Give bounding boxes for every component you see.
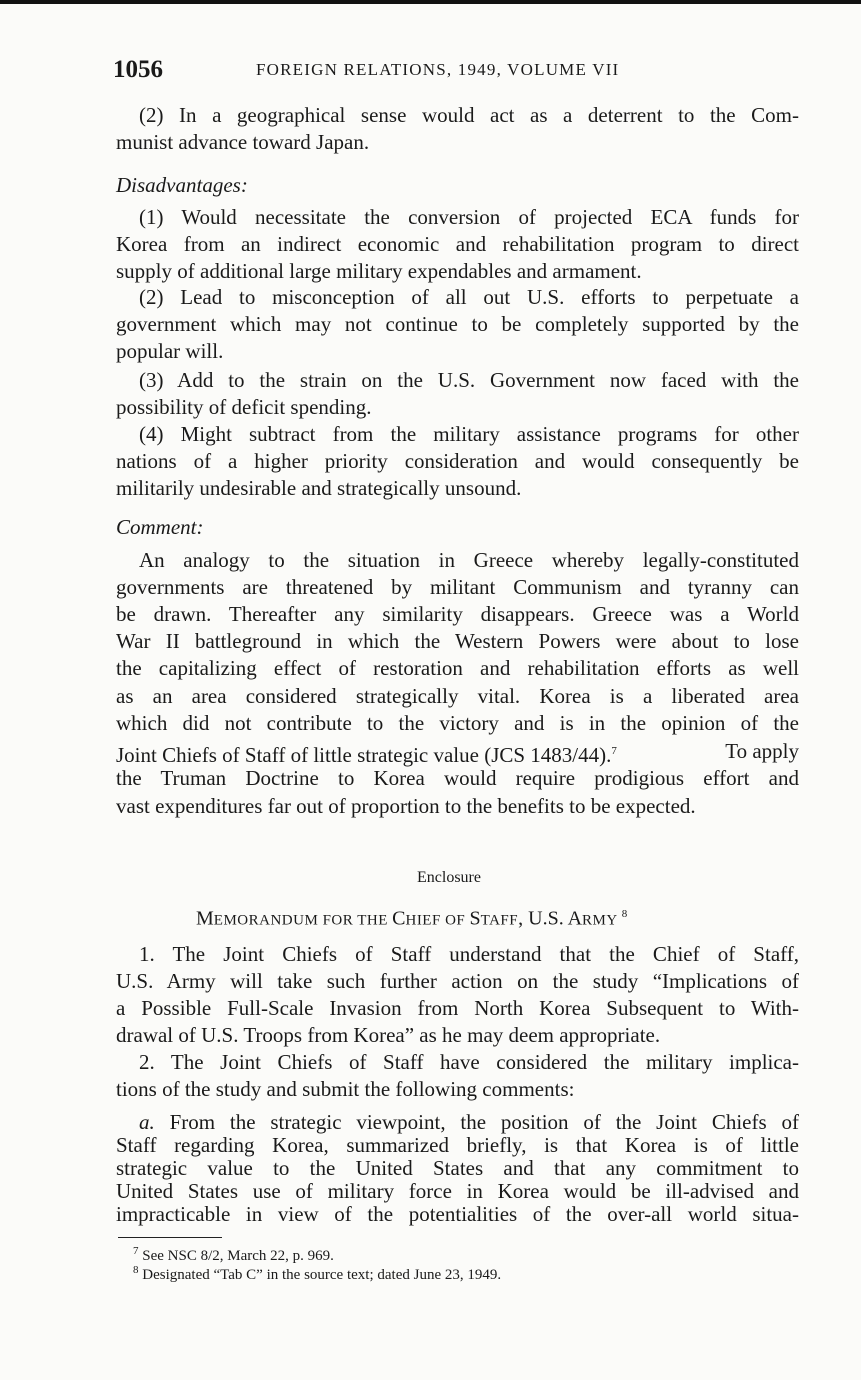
comment-line-6: as an area considered strategically vital. Korea is a liberated area xyxy=(116,684,799,708)
comment-line-9: the Truman Doctrine to Korea would require prodigious effort and xyxy=(116,766,799,790)
disadvantage-2-line-1: (2) Lead to misconception of all out U.S. efforts to perpetuate a xyxy=(139,285,799,309)
comment-line-2: governments are threatened by militant Communism and tyranny can xyxy=(116,575,799,599)
disadvantage-4-line-2: nations of a higher priority consideration and would consequently be xyxy=(116,449,799,473)
para-a-line-1: a. From the strategic viewpoint, the position of the Joint Chiefs of xyxy=(139,1110,799,1134)
top-border xyxy=(0,0,861,4)
footnote-ref-7: 7 xyxy=(611,745,617,757)
running-title: FOREIGN RELATIONS, 1949, VOLUME VII xyxy=(256,60,620,79)
para-a-label: a. xyxy=(139,1110,155,1134)
para-a-line-3: strategic value to the United States and that any commitment to xyxy=(116,1156,799,1180)
disadvantage-1-line-3: supply of additional large military expendables and armament. xyxy=(116,259,642,283)
para-2-line-2: tions of the study and submit the following comments: xyxy=(116,1077,575,1101)
comment-line-4: War II battleground in which the Western Powers were about to lose xyxy=(116,629,799,653)
comment-line-10: vast expenditures far out of proportion to the benefits to be expected. xyxy=(116,794,696,818)
disadvantage-4-line-1: (4) Might subtract from the military assistance programs for other xyxy=(139,422,799,446)
disadvantage-2-line-2: government which may not continue to be completely supported by the xyxy=(116,312,799,336)
footnote-rule xyxy=(118,1237,222,1238)
footnote-7: $^7$ See NSC 8/2, March 22, p. 969. xyxy=(133,1245,334,1264)
comment-line-7: which did not contribute to the victory and is in the opinion of the xyxy=(116,711,799,735)
para-a-line-4: United States use of military force in Korea would be ill-advised and xyxy=(116,1179,799,1203)
comment-heading: Comment: xyxy=(116,515,204,539)
footnote-8: $^8$ Designated “Tab C” in the source text; dated June 23, 1949. xyxy=(133,1264,502,1283)
disadvantage-1-line-2: Korea from an indirect economic and rehabilitation program to direct xyxy=(116,232,799,256)
disadvantage-2-line-3: popular will. xyxy=(116,339,224,363)
disadvantage-4-line-3: militarily undesirable and strategically unsound. xyxy=(116,476,522,500)
memorandum-title: MEMORANDUM FOR THE CHIEF OF STAFF, U.S. ARMY $^8$ xyxy=(196,907,628,930)
advantage-2-line-1: (2) In a geographical sense would act as a deterrent to the Com- xyxy=(139,103,799,127)
footnote-ref-8: 8 xyxy=(621,908,628,920)
page-number: 1056 xyxy=(113,56,163,83)
comment-line-3: be drawn. Thereafter any similarity disappears. Greece was a World xyxy=(116,602,799,626)
comment-line-8-main: Joint Chiefs of Staff of little strategic value (JCS 1483/44).$^7$ xyxy=(116,743,617,767)
para-a-line-2: Staff regarding Korea, summarized briefly, is that Korea is of little xyxy=(116,1133,799,1157)
disadvantage-3-line-1: (3) Add to the strain on the U.S. Government now faced with the xyxy=(139,368,799,392)
para-2-line-1: 2. The Joint Chiefs of Staff have considered the military implica- xyxy=(139,1050,799,1074)
para-1-line-4: drawal of U.S. Troops from Korea” as he may deem appropriate. xyxy=(116,1023,661,1047)
comment-line-5: the capitalizing effect of restoration and rehabilitation efforts as well xyxy=(116,656,799,680)
para-1-line-2: U.S. Army will take such further action on the study “Implications of xyxy=(116,969,799,993)
para-a-line-5: impracticable in view of the potentialities of the over-all world situa- xyxy=(116,1202,799,1226)
disadvantages-heading: Disadvantages: xyxy=(116,173,248,197)
comment-line-1: An analogy to the situation in Greece whereby legally-constituted xyxy=(139,548,799,572)
disadvantage-1-line-1: (1) Would necessitate the conversion of projected ECA funds for xyxy=(139,205,799,229)
para-1-line-3: a Possible Full-Scale Invasion from North Korea Subsequent to With- xyxy=(116,996,799,1020)
para-1-line-1: 1. The Joint Chiefs of Staff understand that the Chief of Staff, xyxy=(139,942,799,966)
enclosure-label: Enclosure xyxy=(417,869,481,886)
advantage-2-line-2: munist advance toward Japan. xyxy=(116,130,370,154)
comment-line-8-tail: To apply xyxy=(720,739,799,763)
disadvantage-3-line-2: possibility of deficit spending. xyxy=(116,395,372,419)
